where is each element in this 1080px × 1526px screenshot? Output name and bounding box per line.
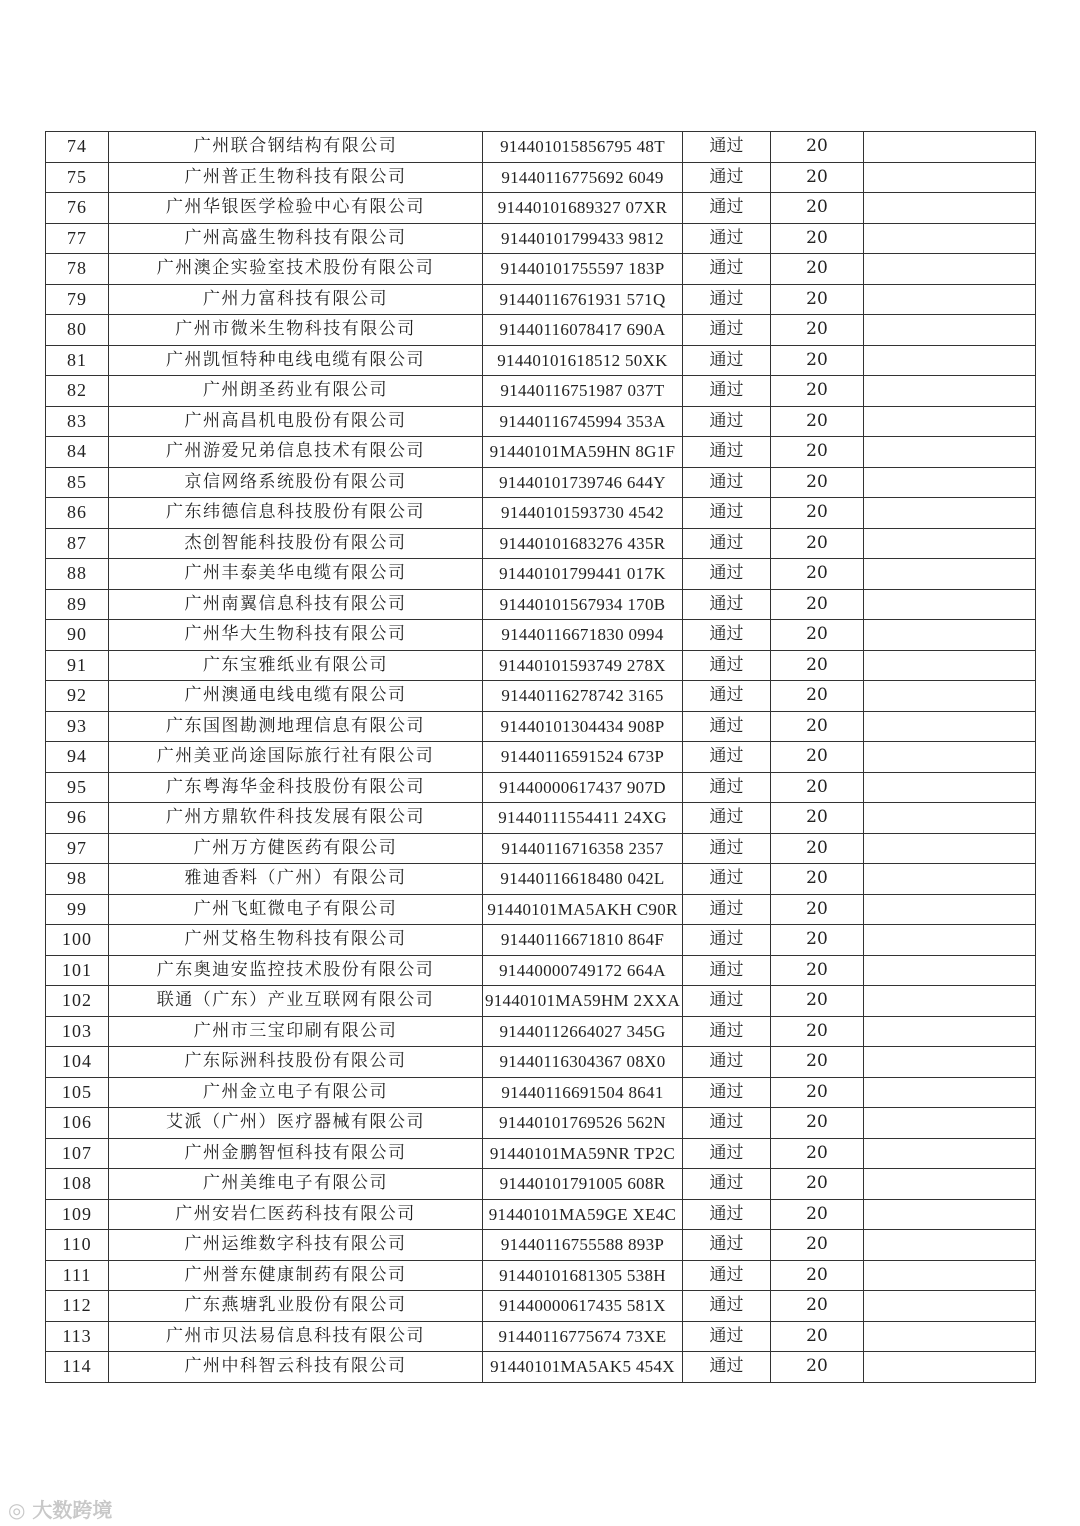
table-row — [46, 467, 1036, 498]
score: 20 — [771, 467, 864, 498]
remark — [864, 803, 1036, 834]
table-row — [46, 345, 1036, 376]
company-name: 广州中科智云科技有限公司 — [109, 1352, 483, 1383]
credit-code: 91440101MA59GE XE4C — [483, 1199, 683, 1230]
review-status: 通过 — [683, 1016, 771, 1047]
score: 20 — [771, 1321, 864, 1352]
remark — [864, 620, 1036, 651]
company-list-table — [45, 131, 1036, 1383]
credit-code: 91440101681305 538H — [483, 1260, 683, 1291]
row-number: 100 — [46, 925, 109, 956]
table-row — [46, 1077, 1036, 1108]
table-row — [46, 620, 1036, 651]
score: 20 — [771, 1352, 864, 1383]
company-name: 广州丰泰美华电缆有限公司 — [109, 559, 483, 590]
review-status: 通过 — [683, 986, 771, 1017]
score: 20 — [771, 772, 864, 803]
table-row — [46, 1016, 1036, 1047]
score: 20 — [771, 345, 864, 376]
review-status: 通过 — [683, 1230, 771, 1261]
remark — [864, 498, 1036, 529]
score: 20 — [771, 406, 864, 437]
credit-code: 91440116304367 08X0 — [483, 1047, 683, 1078]
review-status: 通过 — [683, 1291, 771, 1322]
credit-code: 91440101683276 435R — [483, 528, 683, 559]
review-status: 通过 — [683, 437, 771, 468]
review-status: 通过 — [683, 1077, 771, 1108]
review-status: 通过 — [683, 559, 771, 590]
credit-code: 91440101769526 562N — [483, 1108, 683, 1139]
remark — [864, 864, 1036, 895]
review-status: 通过 — [683, 711, 771, 742]
table-row — [46, 254, 1036, 285]
row-number: 99 — [46, 894, 109, 925]
row-number: 112 — [46, 1291, 109, 1322]
review-status: 通过 — [683, 528, 771, 559]
remark — [864, 223, 1036, 254]
company-name: 广州运维数字科技有限公司 — [109, 1230, 483, 1261]
review-status: 通过 — [683, 772, 771, 803]
review-status: 通过 — [683, 925, 771, 956]
score: 20 — [771, 986, 864, 1017]
company-name: 京信网络系统股份有限公司 — [109, 467, 483, 498]
credit-code: 91440000617437 907D — [483, 772, 683, 803]
review-status: 通过 — [683, 193, 771, 224]
review-status: 通过 — [683, 1352, 771, 1383]
remark — [864, 1077, 1036, 1108]
row-number: 98 — [46, 864, 109, 895]
review-status: 通过 — [683, 955, 771, 986]
company-name: 广州高盛生物科技有限公司 — [109, 223, 483, 254]
review-status: 通过 — [683, 467, 771, 498]
table-row — [46, 833, 1036, 864]
company-name: 广州万方健医药有限公司 — [109, 833, 483, 864]
score: 20 — [771, 1108, 864, 1139]
remark — [864, 315, 1036, 346]
company-name: 广州澳企实验室技术股份有限公司 — [109, 254, 483, 285]
table-row — [46, 559, 1036, 590]
review-status: 通过 — [683, 254, 771, 285]
table-row — [46, 772, 1036, 803]
table-row — [46, 162, 1036, 193]
table-body — [46, 132, 1036, 1383]
row-number: 105 — [46, 1077, 109, 1108]
credit-code: 91440116775692 6049 — [483, 162, 683, 193]
table-row — [46, 1230, 1036, 1261]
review-status: 通过 — [683, 589, 771, 620]
credit-code: 91440101MA59HM 2XXA — [483, 986, 683, 1017]
row-number: 101 — [46, 955, 109, 986]
review-status: 通过 — [683, 1199, 771, 1230]
credit-code: 91440116761931 571Q — [483, 284, 683, 315]
remark — [864, 1230, 1036, 1261]
remark — [864, 254, 1036, 285]
company-name: 广州市三宝印刷有限公司 — [109, 1016, 483, 1047]
score: 20 — [771, 894, 864, 925]
review-status: 通过 — [683, 406, 771, 437]
company-name: 广东奥迪安监控技术股份有限公司 — [109, 955, 483, 986]
review-status: 通过 — [683, 223, 771, 254]
company-name: 广州艾格生物科技有限公司 — [109, 925, 483, 956]
review-status: 通过 — [683, 162, 771, 193]
remark — [864, 833, 1036, 864]
remark — [864, 650, 1036, 681]
table-row — [46, 284, 1036, 315]
row-number: 87 — [46, 528, 109, 559]
review-status: 通过 — [683, 1108, 771, 1139]
table-row — [46, 1138, 1036, 1169]
review-status: 通过 — [683, 376, 771, 407]
table-row — [46, 681, 1036, 712]
table-row — [46, 650, 1036, 681]
row-number: 106 — [46, 1108, 109, 1139]
table-row — [46, 376, 1036, 407]
review-status: 通过 — [683, 803, 771, 834]
table-row — [46, 223, 1036, 254]
remark — [864, 1260, 1036, 1291]
row-number: 113 — [46, 1321, 109, 1352]
company-name: 联通（广东）产业互联网有限公司 — [109, 986, 483, 1017]
remark — [864, 1352, 1036, 1383]
row-number: 81 — [46, 345, 109, 376]
table-row — [46, 193, 1036, 224]
remark — [864, 1199, 1036, 1230]
remark — [864, 1321, 1036, 1352]
score: 20 — [771, 1230, 864, 1261]
company-name: 广州高昌机电股份有限公司 — [109, 406, 483, 437]
score: 20 — [771, 955, 864, 986]
table-row — [46, 1321, 1036, 1352]
credit-code: 91440000617435 581X — [483, 1291, 683, 1322]
remark — [864, 986, 1036, 1017]
row-number: 89 — [46, 589, 109, 620]
table-row — [46, 1047, 1036, 1078]
row-number: 77 — [46, 223, 109, 254]
row-number: 90 — [46, 620, 109, 651]
credit-code: 91440101MA5AK5 454X — [483, 1352, 683, 1383]
score: 20 — [771, 620, 864, 651]
remark — [864, 467, 1036, 498]
row-number: 79 — [46, 284, 109, 315]
row-number: 111 — [46, 1260, 109, 1291]
remark — [864, 528, 1036, 559]
row-number: 110 — [46, 1230, 109, 1261]
company-name: 艾派（广州）医疗器械有限公司 — [109, 1108, 483, 1139]
remark — [864, 284, 1036, 315]
company-name: 广州普正生物科技有限公司 — [109, 162, 483, 193]
row-number: 108 — [46, 1169, 109, 1200]
company-name: 广州华银医学检验中心有限公司 — [109, 193, 483, 224]
table-row — [46, 315, 1036, 346]
company-name: 雅迪香料（广州）有限公司 — [109, 864, 483, 895]
company-name: 广州澳通电线电缆有限公司 — [109, 681, 483, 712]
review-status: 通过 — [683, 1321, 771, 1352]
credit-code: 91440101304434 908P — [483, 711, 683, 742]
score: 20 — [771, 1077, 864, 1108]
company-name: 广州金鹏智恒科技有限公司 — [109, 1138, 483, 1169]
remark — [864, 437, 1036, 468]
score: 20 — [771, 1169, 864, 1200]
company-name: 广州市微米生物科技有限公司 — [109, 315, 483, 346]
review-status: 通过 — [683, 650, 771, 681]
remark — [864, 772, 1036, 803]
score: 20 — [771, 223, 864, 254]
company-name: 广东际洲科技股份有限公司 — [109, 1047, 483, 1078]
review-status: 通过 — [683, 620, 771, 651]
remark — [864, 955, 1036, 986]
score: 20 — [771, 284, 864, 315]
credit-code: 91440116591524 673P — [483, 742, 683, 773]
credit-code: 91440116278742 3165 — [483, 681, 683, 712]
remark — [864, 193, 1036, 224]
score: 20 — [771, 162, 864, 193]
row-number: 94 — [46, 742, 109, 773]
review-status: 通过 — [683, 1138, 771, 1169]
credit-code: 91440101755597 183P — [483, 254, 683, 285]
review-status: 通过 — [683, 681, 771, 712]
review-status: 通过 — [683, 894, 771, 925]
score: 20 — [771, 1199, 864, 1230]
row-number: 107 — [46, 1138, 109, 1169]
score: 20 — [771, 742, 864, 773]
credit-code: 91440101MA59NR TP2C — [483, 1138, 683, 1169]
score: 20 — [771, 254, 864, 285]
credit-code: 91440116751987 037T — [483, 376, 683, 407]
row-number: 102 — [46, 986, 109, 1017]
row-number: 95 — [46, 772, 109, 803]
company-name: 广州朗圣药业有限公司 — [109, 376, 483, 407]
row-number: 80 — [46, 315, 109, 346]
credit-code: 91440116775674 73XE — [483, 1321, 683, 1352]
company-name: 广州华大生物科技有限公司 — [109, 620, 483, 651]
score: 20 — [771, 711, 864, 742]
review-status: 通过 — [683, 498, 771, 529]
credit-code: 91440116671830 0994 — [483, 620, 683, 651]
credit-code: 91440116671810 864F — [483, 925, 683, 956]
table-row — [46, 1291, 1036, 1322]
table-row — [46, 894, 1036, 925]
review-status: 通过 — [683, 1260, 771, 1291]
table-row — [46, 986, 1036, 1017]
score: 20 — [771, 528, 864, 559]
remark — [864, 589, 1036, 620]
row-number: 97 — [46, 833, 109, 864]
table-row — [46, 498, 1036, 529]
table-row — [46, 1199, 1036, 1230]
remark — [864, 1108, 1036, 1139]
table-row — [46, 1169, 1036, 1200]
review-status: 通过 — [683, 833, 771, 864]
score: 20 — [771, 132, 864, 163]
credit-code: 91440101791005 608R — [483, 1169, 683, 1200]
score: 20 — [771, 498, 864, 529]
credit-code: 91440101MA59HN 8G1F — [483, 437, 683, 468]
remark — [864, 345, 1036, 376]
review-status: 通过 — [683, 284, 771, 315]
table-row — [46, 589, 1036, 620]
score: 20 — [771, 833, 864, 864]
table-row — [46, 406, 1036, 437]
credit-code: 91440101618512 50XK — [483, 345, 683, 376]
company-name: 广州美亚尚途国际旅行社有限公司 — [109, 742, 483, 773]
score: 20 — [771, 803, 864, 834]
company-name: 广州联合钢结构有限公司 — [109, 132, 483, 163]
score: 20 — [771, 1260, 864, 1291]
row-number: 92 — [46, 681, 109, 712]
table-row — [46, 1260, 1036, 1291]
remark — [864, 132, 1036, 163]
review-status: 通过 — [683, 1047, 771, 1078]
review-status: 通过 — [683, 1169, 771, 1200]
row-number: 114 — [46, 1352, 109, 1383]
score: 20 — [771, 315, 864, 346]
score: 20 — [771, 193, 864, 224]
credit-code: 91440101MA5AKH C90R — [483, 894, 683, 925]
company-name: 广州南翼信息科技有限公司 — [109, 589, 483, 620]
credit-code: 91440111554411 24XG — [483, 803, 683, 834]
score: 20 — [771, 1047, 864, 1078]
company-name: 广州凯恒特种电线电缆有限公司 — [109, 345, 483, 376]
credit-code: 914401015856795 48T — [483, 132, 683, 163]
remark — [864, 1016, 1036, 1047]
remark — [864, 406, 1036, 437]
table-row — [46, 1108, 1036, 1139]
row-number: 82 — [46, 376, 109, 407]
score: 20 — [771, 1016, 864, 1047]
score: 20 — [771, 1291, 864, 1322]
review-status: 通过 — [683, 315, 771, 346]
table-row — [46, 437, 1036, 468]
table-row — [46, 925, 1036, 956]
company-name: 广州美维电子有限公司 — [109, 1169, 483, 1200]
remark — [864, 559, 1036, 590]
company-name: 广州安岩仁医药科技有限公司 — [109, 1199, 483, 1230]
row-number: 84 — [46, 437, 109, 468]
review-status: 通过 — [683, 132, 771, 163]
credit-code: 91440116618480 042L — [483, 864, 683, 895]
company-name: 广东粤海华金科技股份有限公司 — [109, 772, 483, 803]
company-name: 杰创智能科技股份有限公司 — [109, 528, 483, 559]
score: 20 — [771, 437, 864, 468]
row-number: 83 — [46, 406, 109, 437]
score: 20 — [771, 376, 864, 407]
remark — [864, 711, 1036, 742]
score: 20 — [771, 589, 864, 620]
score: 20 — [771, 650, 864, 681]
company-name: 广东宝雅纸业有限公司 — [109, 650, 483, 681]
remark — [864, 1291, 1036, 1322]
company-name: 广东国图勘测地理信息有限公司 — [109, 711, 483, 742]
row-number: 109 — [46, 1199, 109, 1230]
row-number: 76 — [46, 193, 109, 224]
remark — [864, 742, 1036, 773]
row-number: 86 — [46, 498, 109, 529]
remark — [864, 162, 1036, 193]
watermark-logo: ◎ 大数跨境 — [8, 1498, 113, 1522]
remark — [864, 1138, 1036, 1169]
row-number: 96 — [46, 803, 109, 834]
credit-code: 91440116716358 2357 — [483, 833, 683, 864]
score: 20 — [771, 864, 864, 895]
table-row — [46, 132, 1036, 163]
remark — [864, 681, 1036, 712]
credit-code: 91440101567934 170B — [483, 589, 683, 620]
credit-code: 91440116691504 8641 — [483, 1077, 683, 1108]
credit-code: 91440101739746 644Y — [483, 467, 683, 498]
company-name: 广州力富科技有限公司 — [109, 284, 483, 315]
credit-code: 91440116078417 690A — [483, 315, 683, 346]
company-name: 广州游爱兄弟信息技术有限公司 — [109, 437, 483, 468]
remark — [864, 894, 1036, 925]
row-number: 88 — [46, 559, 109, 590]
credit-code: 91440101799441 017K — [483, 559, 683, 590]
table-row — [46, 1352, 1036, 1383]
company-name: 广东燕塘乳业股份有限公司 — [109, 1291, 483, 1322]
row-number: 103 — [46, 1016, 109, 1047]
remark — [864, 1169, 1036, 1200]
table-row — [46, 742, 1036, 773]
credit-code: 91440101593749 278X — [483, 650, 683, 681]
credit-code: 91440000749172 664A — [483, 955, 683, 986]
table-row — [46, 528, 1036, 559]
score: 20 — [771, 1138, 864, 1169]
credit-code: 91440101689327 07XR — [483, 193, 683, 224]
row-number: 78 — [46, 254, 109, 285]
table-row — [46, 711, 1036, 742]
score: 20 — [771, 559, 864, 590]
credit-code: 91440116745994 353A — [483, 406, 683, 437]
company-name: 广州金立电子有限公司 — [109, 1077, 483, 1108]
credit-code: 91440116755588 893P — [483, 1230, 683, 1261]
review-status: 通过 — [683, 742, 771, 773]
company-name: 广州誉东健康制药有限公司 — [109, 1260, 483, 1291]
company-name: 广州方鼎软件科技发展有限公司 — [109, 803, 483, 834]
remark — [864, 925, 1036, 956]
company-name: 广东纬德信息科技股份有限公司 — [109, 498, 483, 529]
row-number: 104 — [46, 1047, 109, 1078]
table-row — [46, 864, 1036, 895]
row-number: 93 — [46, 711, 109, 742]
review-status: 通过 — [683, 864, 771, 895]
score: 20 — [771, 925, 864, 956]
row-number: 75 — [46, 162, 109, 193]
table-row — [46, 803, 1036, 834]
remark — [864, 376, 1036, 407]
credit-code: 91440101593730 4542 — [483, 498, 683, 529]
row-number: 74 — [46, 132, 109, 163]
row-number: 91 — [46, 650, 109, 681]
table-row — [46, 955, 1036, 986]
credit-code: 91440101799433 9812 — [483, 223, 683, 254]
credit-code: 91440112664027 345G — [483, 1016, 683, 1047]
remark — [864, 1047, 1036, 1078]
score: 20 — [771, 681, 864, 712]
company-name: 广州飞虹微电子有限公司 — [109, 894, 483, 925]
company-name: 广州市贝法易信息科技有限公司 — [109, 1321, 483, 1352]
row-number: 85 — [46, 467, 109, 498]
review-status: 通过 — [683, 345, 771, 376]
